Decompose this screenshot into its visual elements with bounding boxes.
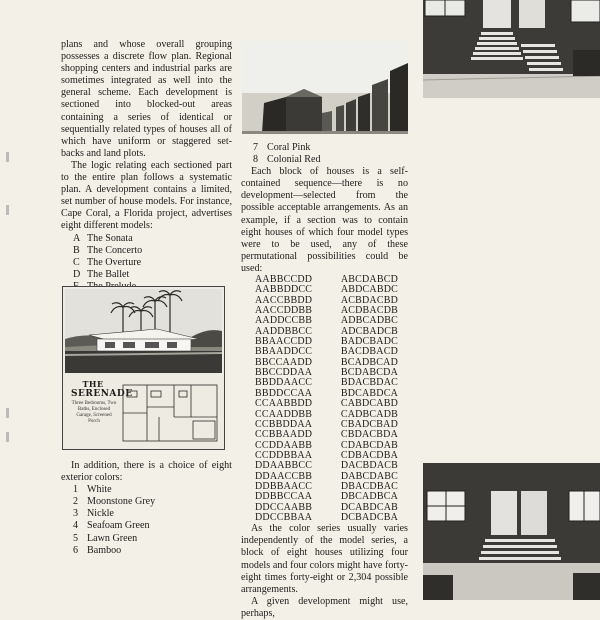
left-text-column-lower — [61, 460, 232, 557]
permutation-entry: CADBCADB — [340, 408, 398, 420]
paragraph-color-series: As the color series usually varies independently of the model series, a block of eight houses utilizing four models and four colors might have forty-eight times forty-eight or 2,304 possible arrangements. — [241, 523, 408, 595]
serenade-subtitle: Three Bedrooms, Two Baths, Enclosed Garage, Screened Porch — [71, 401, 117, 424]
permutation-entry: BBCCAADD — [255, 356, 313, 368]
permutation-entry: ABDCABDC — [340, 284, 398, 296]
permutation-entry: CCAADDBB — [255, 408, 313, 420]
permutation-entry: CCDDBBAA — [255, 449, 313, 461]
permutation-entry: CCAABBDD — [255, 398, 313, 410]
permutation-entry: DACBDACB — [340, 460, 398, 472]
permutation-entry: CBADCBAD — [340, 418, 398, 430]
list-item: D The Ballet — [73, 268, 130, 280]
permutation-entry: CCDDAABB — [255, 439, 313, 451]
list-item: 2 Moonstone Grey — [73, 496, 156, 508]
serenade-title: THE SERENADE — [71, 379, 133, 399]
row-houses-photo — [242, 41, 408, 134]
right-text-column — [241, 142, 408, 620]
serenade-house-photo — [65, 289, 222, 373]
permutation-entry: AADDCCBB — [255, 315, 313, 327]
permutation-entry: BDACBDAC — [340, 377, 398, 389]
list-item: 5 Lawn Green — [73, 532, 138, 544]
permutation-entry: BCDABCDA — [340, 367, 398, 379]
permutation-entry: BDCABDCA — [340, 387, 398, 399]
paragraph-exterior-colors: In addition, there is a choice of eight exterior colors: — [61, 460, 232, 484]
permutation-entry: AABBCCDD — [255, 274, 313, 286]
staircase-photo-top — [423, 0, 600, 98]
permutation-entry: DDBBAACC — [255, 480, 313, 492]
permutation-entry: DCBADCBA — [340, 511, 398, 523]
binding-mark — [6, 152, 9, 162]
list-item: 3 Nickle — [73, 508, 114, 520]
house-illustration — [65, 289, 222, 373]
list-item: 1 White — [73, 484, 112, 496]
floor-plan-drawing — [119, 377, 222, 447]
permutation-entry: BACDBACD — [340, 346, 398, 358]
permutations-right-column — [341, 275, 398, 523]
permutation-entry: CDBACDBA — [340, 449, 398, 461]
permutation-entry: AACCBBDD — [255, 294, 313, 306]
permutation-entry: ACBDACBD — [340, 294, 398, 306]
permutation-entry: CDABCDAB — [340, 439, 398, 451]
permutation-entry: ADBCADBC — [340, 315, 398, 327]
paragraph-given-development: A given development might use, perhaps, — [241, 595, 408, 619]
colors-list-a — [61, 484, 232, 557]
permutation-entry: DDAACCBB — [255, 470, 313, 482]
paragraph-systematic-plan: The logic relating each sectioned part to the entire plan follows a systematic plan. A development contains a limited, set number of house models. For instance, Cape Coral, a Florida project, advertises eight different models: — [61, 159, 232, 232]
permutation-entry: BBAACCDD — [255, 336, 313, 348]
permutation-entry: DBCADBCA — [340, 491, 398, 503]
permutation-entry: DDBBCCAA — [255, 491, 313, 503]
permutation-entry: DABCDABC — [340, 470, 398, 482]
staircase-photo-bottom — [423, 463, 600, 600]
serenade-floor-plan — [119, 377, 222, 447]
paragraph-self-contained-sequence: Each block of houses is a self-contained sequence—there is no development—selected from the possible acceptable arrangements. As an example, if a section was to contain eight houses of which four model types were to be used, any of these permutational possibilities could be used: — [241, 166, 408, 274]
permutations-left-column — [255, 275, 312, 523]
colors-list-b — [241, 142, 408, 166]
permutation-entry: BADCBADC — [340, 336, 398, 348]
staircase-illustration-bottom — [423, 463, 600, 600]
permutation-entry: AACCDDBB — [255, 305, 313, 317]
permutation-entry: DCABDCAB — [340, 501, 398, 513]
binding-mark — [6, 205, 9, 215]
permutation-entry: DDAABBCC — [255, 460, 313, 472]
permutation-entry: BBDDAACC — [255, 377, 313, 389]
permutation-entry: ADCBADCB — [340, 325, 398, 337]
permutation-entry: CCBBAADD — [255, 429, 313, 441]
permutation-entry: BBCCDDAA — [255, 367, 313, 379]
staircase-illustration-top — [423, 0, 600, 98]
list-item: 4 Seafoam Green — [73, 520, 150, 532]
permutations-table — [241, 275, 408, 523]
permutation-entry: DBACDBAC — [340, 480, 398, 492]
permutation-entry: CBDACBDA — [340, 429, 398, 441]
permutation-entry: CCBBDDAA — [255, 418, 313, 430]
permutation-entry: BCADBCAD — [340, 356, 398, 368]
list-item: 8 Colonial Red — [253, 154, 321, 166]
list-item: 6 Bamboo — [73, 544, 122, 556]
binding-mark — [6, 432, 9, 442]
permutation-entry: CABDCABD — [340, 398, 398, 410]
list-item: B The Concerto — [73, 244, 143, 256]
list-item: C The Overture — [73, 256, 142, 268]
permutation-entry: AABBDDCC — [255, 284, 313, 296]
permutation-entry: BBAADDCC — [255, 346, 313, 358]
permutation-entry: BBDDCCAA — [255, 387, 313, 399]
binding-mark — [6, 408, 9, 418]
serenade-advertisement — [62, 286, 225, 450]
row-houses-illustration — [242, 41, 408, 134]
permutation-entry: AADDBBCC — [255, 325, 313, 337]
permutation-entry: DDCCBBAA — [255, 511, 313, 523]
list-item: 7 Coral Pink — [253, 142, 311, 153]
list-item: A The Sonata — [73, 232, 133, 244]
permutation-entry: ACDBACDB — [340, 305, 398, 317]
paragraph-flow-plan: plans and whose overall grouping possesses a discrete flow plan. Regional shopping centers and industrial parks are sometimes integrated as well into the general scheme. Each development is sectioned into blocked-out areas containing a series of identical or sequentially related types of houses all of which have uniform or staggered set-backs and land plots. — [61, 39, 232, 159]
permutation-entry: ABCDABCD — [340, 274, 398, 286]
permutation-entry: DDCCAABB — [255, 501, 313, 513]
